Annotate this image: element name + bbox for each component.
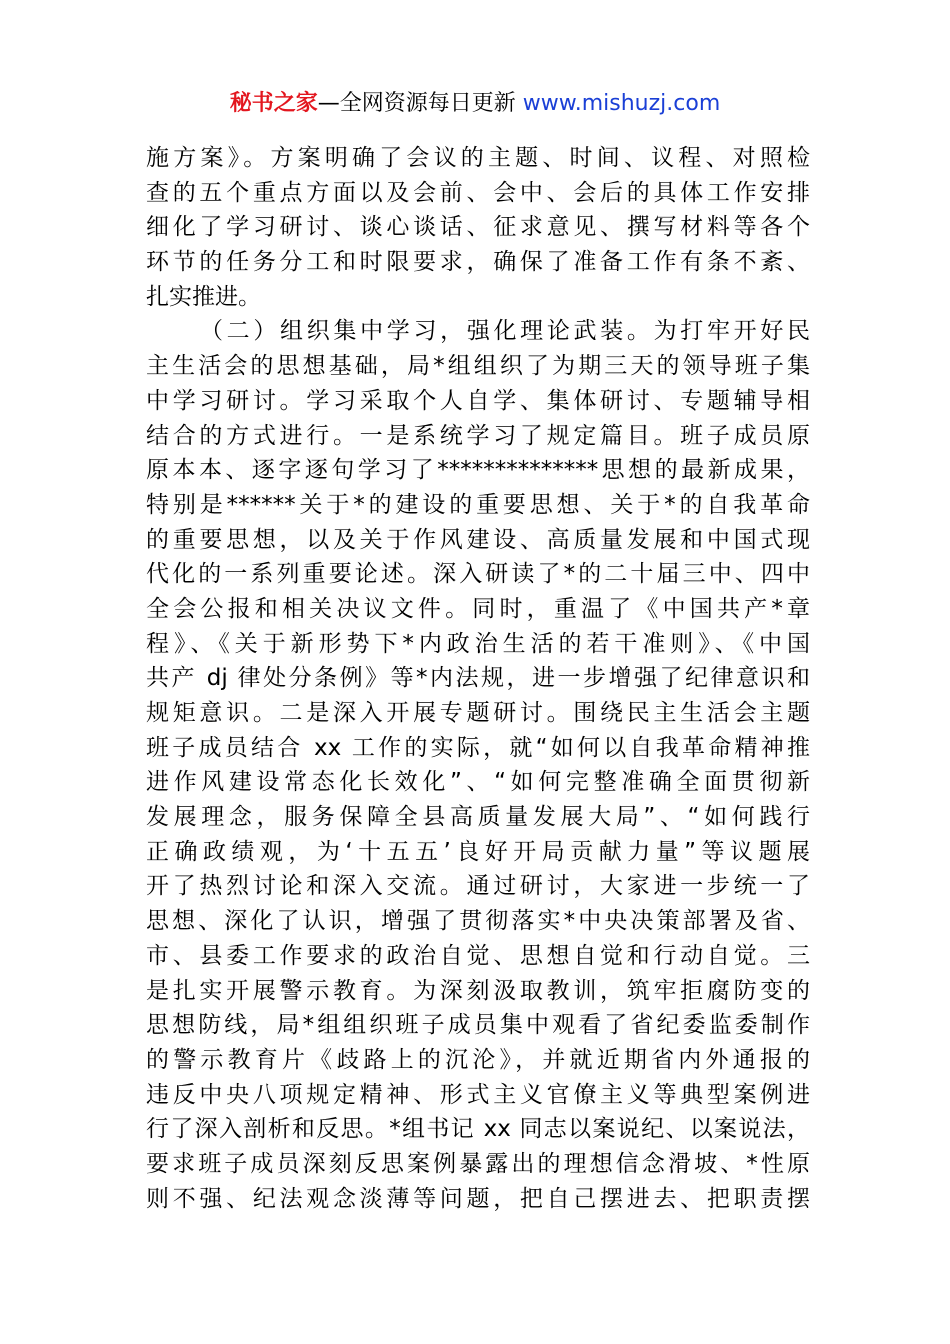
text-line: 环节的任务分工和时限要求，确保了准备工作有条不紊、 <box>146 249 810 276</box>
brand-name: 秘书之家 <box>229 91 318 116</box>
text-line: 市、县委工作要求的政治自觉、思想自觉和行动自觉。三 <box>146 942 810 969</box>
text-line: 细化了学习研讨、谈心谈话、征求意见、撰写材料等各个 <box>146 214 810 241</box>
text-line: 进作风建设常态化长效化”、“如何完整准确全面贯彻新 <box>146 769 810 796</box>
section-heading-line: （二）组织集中学习，强化理论武装。为打牢开好民 <box>200 318 810 345</box>
text-line: 正确政绩观，为‘十五五’良好开局贡献力量”等议题展 <box>146 838 810 865</box>
text-line: 扎实推进。 <box>146 283 261 310</box>
text-line: 全会公报和相关决议文件。同时，重温了《中国共产*章 <box>146 595 810 622</box>
text-line: 则不强、纪法观念淡薄等问题，把自己摆进去、把职责摆 <box>146 1185 810 1212</box>
text-line: 原本本、逐字逐句学习了**************思想的最新成果， <box>146 457 810 484</box>
text-line: 的重要思想，以及关于作风建设、高质量发展和中国式现 <box>146 526 810 553</box>
text-line: 中学习研讨。学习采取个人自学、集体研讨、专题辅导相 <box>146 387 810 414</box>
text-line: 思想、深化了认识，增强了贯彻落实*中央决策部署及省、 <box>146 908 810 935</box>
document-body <box>146 141 810 1216</box>
text-line: 违反中央八项规定精神、形式主义官僚主义等典型案例进 <box>146 1081 810 1108</box>
text-line: 共产 dj 律处分条例》等*内法规，进一步增强了纪律意识和 <box>146 665 810 692</box>
text-line: 规矩意识。二是深入开展专题研讨。围绕民主生活会主题 <box>146 700 810 726</box>
header-tagline: —全网资源每日更新 <box>317 91 516 116</box>
text-line: 特别是******关于*的建设的重要思想、关于*的自我革命 <box>146 491 810 518</box>
text-line: 班子成员结合 xx 工作的实际，就“如何以自我革命精神推 <box>146 734 810 761</box>
text-line: 程》、《关于新形势下*内政治生活的若干准则》、《中国 <box>146 630 810 657</box>
text-line: 发展理念，服务保障全县高质量发展大局”、“如何践行 <box>146 804 810 831</box>
site-url-link[interactable]: www.mishuzj.com <box>522 91 721 116</box>
text-line: 思想防线，局*组组织班子成员集中观看了省纪委监委制作 <box>146 1012 810 1039</box>
text-line: 的警示教育片《歧路上的沉沦》，并就近期省内外通报的 <box>146 1046 810 1073</box>
text-line: 开了热烈讨论和深入交流。通过研讨，大家进一步统一了 <box>146 873 810 900</box>
text-line: 主生活会的思想基础，局*组组织了为期三天的领导班子集 <box>146 353 810 380</box>
site-header <box>0 88 950 120</box>
text-line: 行了深入剖析和反思。*组书记 xx 同志以案说纪、以案说法， <box>146 1116 810 1143</box>
text-line: 是扎实开展警示教育。为深刻汲取教训，筑牢拒腐防变的 <box>146 977 810 1004</box>
text-line: 要求班子成员深刻反思案例暴露出的理想信念滑坡、*性原 <box>146 1150 810 1177</box>
text-line: 查的五个重点方面以及会前、会中、会后的具体工作安排 <box>146 179 810 206</box>
text-line: 代化的一系列重要论述。深入研读了*的二十届三中、四中 <box>146 561 810 588</box>
text-line: 施方案》。方案明确了会议的主题、时间、议程、对照检 <box>146 145 810 171</box>
text-line: 结合的方式进行。一是系统学习了规定篇目。班子成员原 <box>146 422 810 449</box>
